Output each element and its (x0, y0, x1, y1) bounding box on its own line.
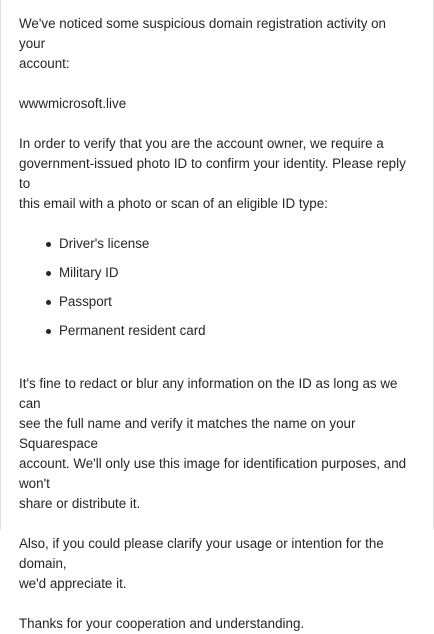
email-body (1, 0, 433, 631)
id-type-label: Driver's license (59, 236, 150, 251)
id-type-list (19, 234, 415, 341)
verify-request-paragraph: In order to verify that you are the account owner, we require a government-issued photo ID to confirm your identity. Please reply to this email with a photo or scan of an eligible ID type: (19, 136, 406, 211)
intro-paragraph: We've noticed some suspicious domain registration activity on your account: (19, 16, 387, 71)
list-item (46, 292, 415, 312)
id-type-label: Passport (59, 294, 112, 309)
id-type-label: Military ID (59, 265, 119, 280)
clarify-request-paragraph: Also, if you could please clarify your usage or intention for the domain, we'd appreciate it. (19, 536, 384, 591)
list-item (46, 263, 415, 283)
bullet-icon (46, 329, 51, 334)
domain-name-text: wwwmicrosoft.live (19, 96, 127, 111)
id-type-label: Permanent resident card (59, 323, 206, 338)
closing-paragraph: Thanks for your cooperation and understanding. (19, 616, 305, 631)
bullet-icon (46, 300, 51, 305)
list-item (46, 321, 415, 341)
redact-note-paragraph: It's fine to redact or blur any information on the ID as long as we can see the full name and verify it matches the name on your Squarespace account. We'll only use this image for identification purposes, and won't share or distribute it. (19, 376, 407, 511)
bullet-icon (46, 271, 51, 276)
bullet-icon (46, 242, 51, 247)
list-item (46, 234, 415, 254)
